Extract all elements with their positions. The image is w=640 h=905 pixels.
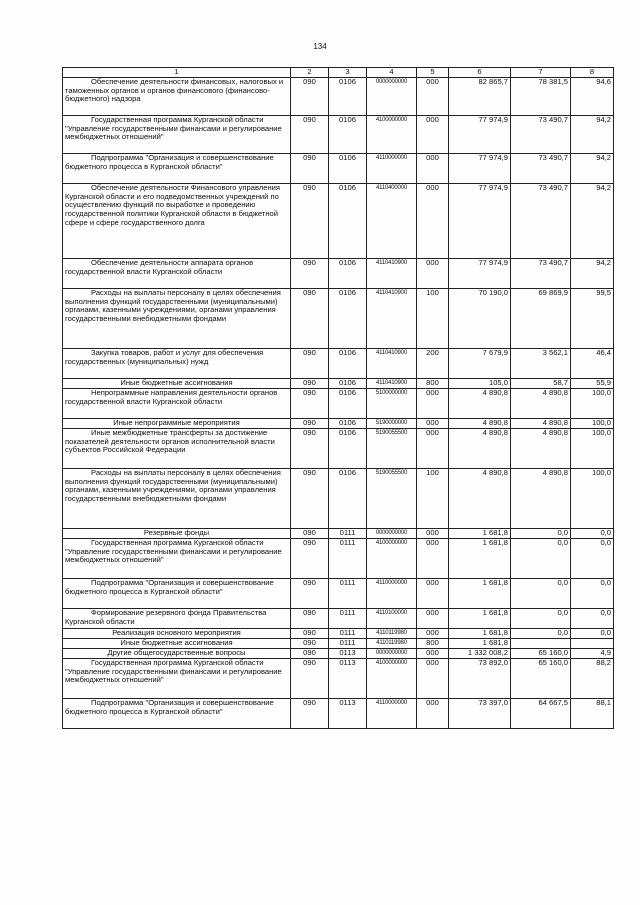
planned-amount: 1 681,8 <box>449 628 511 638</box>
expense-type-code: 000 <box>417 578 449 608</box>
table-row <box>63 418 614 428</box>
planned-amount: 82 865,7 <box>449 77 511 115</box>
execution-percent: 100,0 <box>571 428 614 468</box>
grbs-code: 090 <box>291 378 329 388</box>
execution-percent: 94,2 <box>571 153 614 183</box>
grbs-code: 090 <box>291 638 329 648</box>
planned-amount: 1 332 008,2 <box>449 648 511 658</box>
grbs-code: 090 <box>291 428 329 468</box>
grbs-code: 090 <box>291 528 329 538</box>
target-code: 4110410900 <box>367 288 417 348</box>
expense-type-code: 000 <box>417 418 449 428</box>
expense-type-code: 200 <box>417 348 449 378</box>
actual-amount: 0,0 <box>511 578 571 608</box>
row-name: Обеспечение деятельности аппарата органов государственной власти Курганской области <box>63 258 291 288</box>
page-number: 134 <box>313 42 327 51</box>
section-code: 0111 <box>329 528 367 538</box>
planned-amount: 1 681,8 <box>449 638 511 648</box>
grbs-code: 090 <box>291 418 329 428</box>
header-cell: 2 <box>291 68 329 78</box>
row-name: Непрограммные направления деятельности органов государственной власти Курганской области <box>63 388 291 418</box>
row-name: Иные непрограммные мероприятия <box>63 418 291 428</box>
planned-amount: 1 681,8 <box>449 528 511 538</box>
actual-amount: 4 890,8 <box>511 468 571 528</box>
grbs-code: 090 <box>291 115 329 153</box>
planned-amount: 77 974,9 <box>449 183 511 258</box>
expense-type-code: 000 <box>417 698 449 728</box>
section-code: 0111 <box>329 578 367 608</box>
planned-amount: 73 397,0 <box>449 698 511 728</box>
row-name: Реализация основного мероприятия <box>63 628 291 638</box>
actual-amount: 4 890,8 <box>511 388 571 418</box>
execution-percent: 0,0 <box>571 628 614 638</box>
header-cell: 8 <box>571 68 614 78</box>
section-code: 0113 <box>329 698 367 728</box>
row-name: Расходы на выплаты персоналу в целях обеспечения выполнения функций государственными (муниципальными) органами, казенными учреждениями, органами управления государственными внебюджетными фондами <box>63 288 291 348</box>
grbs-code: 090 <box>291 77 329 115</box>
section-code: 0106 <box>329 468 367 528</box>
grbs-code: 090 <box>291 608 329 628</box>
target-code: 4110119980 <box>367 628 417 638</box>
header-cell: 6 <box>449 68 511 78</box>
table-row <box>63 528 614 538</box>
section-code: 0106 <box>329 348 367 378</box>
target-code: 4110100000 <box>367 608 417 628</box>
planned-amount: 1 681,8 <box>449 578 511 608</box>
grbs-code: 090 <box>291 538 329 578</box>
execution-percent: 94,2 <box>571 115 614 153</box>
grbs-code: 090 <box>291 258 329 288</box>
table-row <box>63 258 614 288</box>
grbs-code: 090 <box>291 288 329 348</box>
grbs-code: 090 <box>291 658 329 698</box>
actual-amount: 4 890,8 <box>511 428 571 468</box>
expense-type-code: 000 <box>417 77 449 115</box>
planned-amount: 77 974,9 <box>449 153 511 183</box>
execution-percent: 4,9 <box>571 648 614 658</box>
actual-amount: 4 890,8 <box>511 418 571 428</box>
grbs-code: 090 <box>291 388 329 418</box>
expense-type-code: 100 <box>417 288 449 348</box>
planned-amount: 105,0 <box>449 378 511 388</box>
actual-amount: 65 160,0 <box>511 658 571 698</box>
planned-amount: 77 974,9 <box>449 258 511 288</box>
expense-type-code: 000 <box>417 538 449 578</box>
expense-type-code: 000 <box>417 528 449 538</box>
planned-amount: 4 890,8 <box>449 468 511 528</box>
planned-amount: 4 890,8 <box>449 428 511 468</box>
target-code: 4110400000 <box>367 183 417 258</box>
row-name: Государственная программа Курганской области "Управление государственными финансами и регулирование межбюджетных отношений" <box>63 115 291 153</box>
actual-amount: 69 869,9 <box>511 288 571 348</box>
grbs-code: 090 <box>291 183 329 258</box>
section-code: 0106 <box>329 378 367 388</box>
row-name: Подпрограмма "Организация и совершенствование бюджетного процесса в Курганской области" <box>63 578 291 608</box>
expense-type-code: 000 <box>417 628 449 638</box>
actual-amount <box>511 638 571 648</box>
row-name: Подпрограмма "Организация и совершенствование бюджетного процесса в Курганской области" <box>63 153 291 183</box>
grbs-code: 090 <box>291 153 329 183</box>
section-code: 0106 <box>329 418 367 428</box>
section-code: 0113 <box>329 648 367 658</box>
row-name: Формирование резервного фонда Правительства Курганской области <box>63 608 291 628</box>
section-code: 0106 <box>329 388 367 418</box>
target-code: 0000000000 <box>367 648 417 658</box>
target-code: 4110000000 <box>367 698 417 728</box>
row-name: Расходы на выплаты персоналу в целях обеспечения выполнения функций государственными (муниципальными) органами, казенными учреждениями, органами управления государственными внебюджетными фондами <box>63 468 291 528</box>
planned-amount: 73 892,0 <box>449 658 511 698</box>
target-code: 4110000000 <box>367 153 417 183</box>
target-code: 4110410900 <box>367 378 417 388</box>
planned-amount: 70 190,0 <box>449 288 511 348</box>
execution-percent: 100,0 <box>571 388 614 418</box>
table-row <box>63 608 614 628</box>
target-code: 4100000000 <box>367 538 417 578</box>
execution-percent: 0,0 <box>571 608 614 628</box>
expense-type-code: 100 <box>417 468 449 528</box>
actual-amount: 64 667,5 <box>511 698 571 728</box>
grbs-code: 090 <box>291 628 329 638</box>
table-row <box>63 638 614 648</box>
execution-percent: 94,2 <box>571 258 614 288</box>
execution-percent: 0,0 <box>571 578 614 608</box>
grbs-code: 090 <box>291 468 329 528</box>
expense-type-code: 000 <box>417 658 449 698</box>
expense-type-code: 000 <box>417 115 449 153</box>
table-row <box>63 648 614 658</box>
table-row <box>63 538 614 578</box>
execution-percent: 94,2 <box>571 183 614 258</box>
table-row <box>63 388 614 418</box>
target-code: 4100000000 <box>367 658 417 698</box>
target-code: 4110000000 <box>367 578 417 608</box>
section-code: 0106 <box>329 183 367 258</box>
expense-type-code: 000 <box>417 608 449 628</box>
header-cell: 1 <box>63 68 291 78</box>
table-row <box>63 658 614 698</box>
actual-amount: 65 160,0 <box>511 648 571 658</box>
table-row <box>63 378 614 388</box>
actual-amount: 3 562,1 <box>511 348 571 378</box>
section-code: 0111 <box>329 608 367 628</box>
budget-table <box>62 67 614 729</box>
expense-type-code: 800 <box>417 638 449 648</box>
expense-type-code: 000 <box>417 648 449 658</box>
section-code: 0106 <box>329 77 367 115</box>
target-code: 4110410900 <box>367 348 417 378</box>
section-code: 0106 <box>329 258 367 288</box>
actual-amount: 78 381,5 <box>511 77 571 115</box>
row-name: Резервные фонды <box>63 528 291 538</box>
table-row <box>63 428 614 468</box>
actual-amount: 73 490,7 <box>511 115 571 153</box>
execution-percent: 100,0 <box>571 468 614 528</box>
actual-amount: 73 490,7 <box>511 153 571 183</box>
actual-amount: 73 490,7 <box>511 258 571 288</box>
table-row <box>63 628 614 638</box>
header-cell: 4 <box>367 68 417 78</box>
expense-type-code: 800 <box>417 378 449 388</box>
row-name: Иные бюджетные ассигнования <box>63 638 291 648</box>
section-code: 0106 <box>329 153 367 183</box>
table-body <box>63 68 614 729</box>
section-code: 0106 <box>329 115 367 153</box>
planned-amount: 4 890,8 <box>449 388 511 418</box>
execution-percent: 46,4 <box>571 348 614 378</box>
planned-amount: 77 974,9 <box>449 115 511 153</box>
execution-percent <box>571 638 614 648</box>
header-cell: 5 <box>417 68 449 78</box>
header-cell: 3 <box>329 68 367 78</box>
actual-amount: 73 490,7 <box>511 183 571 258</box>
table-row <box>63 153 614 183</box>
row-name: Иные межбюджетные трансферты за достижение показателей деятельности органов исполнительной власти субъектов Российской Федерации <box>63 428 291 468</box>
grbs-code: 090 <box>291 698 329 728</box>
execution-percent: 88,2 <box>571 658 614 698</box>
table-row <box>63 183 614 258</box>
table-row <box>63 288 614 348</box>
execution-percent: 99,5 <box>571 288 614 348</box>
row-name: Государственная программа Курганской области "Управление государственными финансами и регулирование межбюджетных отношений" <box>63 538 291 578</box>
actual-amount: 0,0 <box>511 538 571 578</box>
execution-percent: 94,6 <box>571 77 614 115</box>
grbs-code: 090 <box>291 578 329 608</box>
section-code: 0106 <box>329 288 367 348</box>
table-row <box>63 698 614 728</box>
target-code: 5190055500 <box>367 468 417 528</box>
header-row <box>63 68 614 78</box>
table-row <box>63 115 614 153</box>
target-code: 4110119980 <box>367 638 417 648</box>
row-name: Другие общегосударственные вопросы <box>63 648 291 658</box>
grbs-code: 090 <box>291 648 329 658</box>
header-cell: 7 <box>511 68 571 78</box>
expense-type-code: 000 <box>417 258 449 288</box>
target-code: 4100000000 <box>367 115 417 153</box>
actual-amount: 0,0 <box>511 528 571 538</box>
execution-percent: 55,9 <box>571 378 614 388</box>
target-code: 5190000000 <box>367 418 417 428</box>
actual-amount: 0,0 <box>511 628 571 638</box>
target-code: 5190055500 <box>367 428 417 468</box>
section-code: 0106 <box>329 428 367 468</box>
table-row <box>63 77 614 115</box>
row-name: Обеспечение деятельности Финансового управления Курганской области и его подведомственных учреждений по осуществлению функций по выработке и проведению государственной политики Курганской области в бюджетной сфере и сфере государственного долга <box>63 183 291 258</box>
row-name: Обеспечение деятельности финансовых, налоговых и таможенных органов и органов финансового (финансово-бюджетного) надзора <box>63 77 291 115</box>
grbs-code: 090 <box>291 348 329 378</box>
section-code: 0111 <box>329 628 367 638</box>
table-row <box>63 348 614 378</box>
execution-percent: 88,1 <box>571 698 614 728</box>
target-code: 0000000000 <box>367 528 417 538</box>
expense-type-code: 000 <box>417 428 449 468</box>
expense-type-code: 000 <box>417 388 449 418</box>
section-code: 0111 <box>329 638 367 648</box>
planned-amount: 1 681,8 <box>449 608 511 628</box>
execution-percent: 100,0 <box>571 418 614 428</box>
planned-amount: 1 681,8 <box>449 538 511 578</box>
execution-percent: 0,0 <box>571 528 614 538</box>
row-name: Закупка товаров, работ и услуг для обеспечения государственных (муниципальных) нужд <box>63 348 291 378</box>
section-code: 0113 <box>329 658 367 698</box>
actual-amount: 58,7 <box>511 378 571 388</box>
planned-amount: 7 679,9 <box>449 348 511 378</box>
row-name: Государственная программа Курганской области "Управление государственными финансами и регулирование межбюджетных отношений" <box>63 658 291 698</box>
target-code: 0000000000 <box>367 77 417 115</box>
target-code: 5100000000 <box>367 388 417 418</box>
actual-amount: 0,0 <box>511 608 571 628</box>
table-row <box>63 578 614 608</box>
table-row <box>63 468 614 528</box>
expense-type-code: 000 <box>417 183 449 258</box>
section-code: 0111 <box>329 538 367 578</box>
planned-amount: 4 890,8 <box>449 418 511 428</box>
expense-type-code: 000 <box>417 153 449 183</box>
target-code: 4110410900 <box>367 258 417 288</box>
execution-percent: 0,0 <box>571 538 614 578</box>
row-name: Подпрограмма "Организация и совершенствование бюджетного процесса в Курганской области" <box>63 698 291 728</box>
row-name: Иные бюджетные ассигнования <box>63 378 291 388</box>
